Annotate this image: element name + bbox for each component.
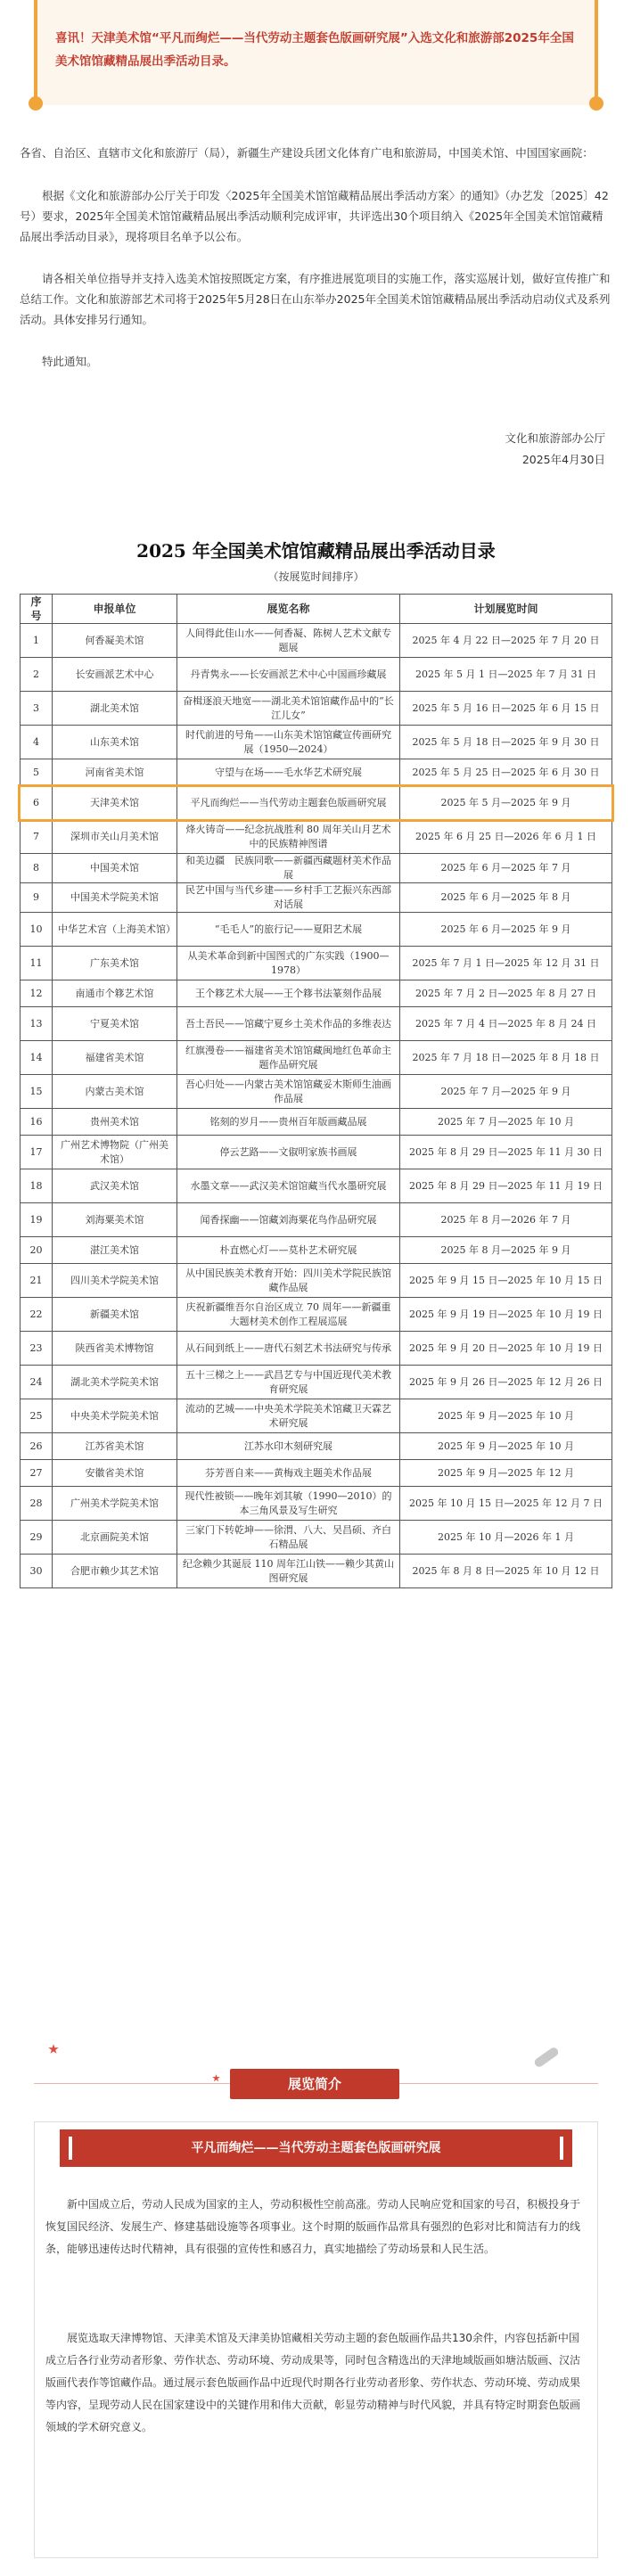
cell-exhibition: “毛毛人”的旅行记——夏阳艺术展	[177, 913, 400, 947]
cell-period: 2025 年 7 月 2 日—2025 年 8 月 27 日	[400, 980, 612, 1007]
notice-para1	[20, 185, 613, 247]
cell-unit: 中华艺术宫（上海美术馆）	[53, 913, 177, 947]
cell-unit: 湛江美术馆	[53, 1237, 177, 1264]
cell-unit: 安徽省美术馆	[53, 1460, 177, 1487]
table-row	[21, 1433, 612, 1460]
cell-exhibition: 民艺中国与当代乡建——乡村手工艺振兴东西部对话展	[177, 883, 400, 913]
cell-index: 6	[21, 786, 53, 820]
signature-org: 文化和旅游部办公厅	[505, 431, 605, 445]
cell-exhibition: 红旗漫卷——福建省美术馆馆藏闽地红色革命主题作品研究展	[177, 1041, 400, 1075]
table-row	[21, 913, 612, 947]
cell-index: 5	[21, 759, 53, 786]
cell-index: 15	[21, 1075, 53, 1109]
cell-exhibition: 平凡而绚烂——当代劳动主题套色版画研究展	[177, 786, 400, 820]
cell-period: 2025 年 5 月 1 日—2025 年 7 月 31 日	[400, 658, 612, 692]
cell-exhibition: 铭刻的岁月——贵州百年版画藏品展	[177, 1109, 400, 1136]
cell-unit: 武汉美术馆	[53, 1169, 177, 1203]
cell-index: 22	[21, 1298, 53, 1332]
cell-exhibition: 吾心归处——内蒙古美术馆馆藏妥木斯师生油画作品展	[177, 1075, 400, 1109]
cell-unit: 河南省美术馆	[53, 759, 177, 786]
cell-period: 2025 年 9 月 20 日—2025 年 10 月 19 日	[400, 1332, 612, 1366]
cell-exhibition: 从中国民族美术教育开始：四川美术学院民族馆藏作品展	[177, 1264, 400, 1298]
cell-unit: 北京画院美术馆	[53, 1521, 177, 1555]
cell-period: 2025 年 7 月—2025 年 10 月	[400, 1109, 612, 1136]
cell-unit: 刘海粟美术馆	[53, 1203, 177, 1237]
cell-exhibition: 时代前进的号角——山东美术馆馆藏宣传画研究展（1950—2024）	[177, 726, 400, 759]
table-row	[21, 1366, 612, 1399]
cell-unit: 广州艺术博物院（广州美术馆）	[53, 1136, 177, 1169]
cell-period: 2025 年 5 月 18 日—2025 年 9 月 30 日	[400, 726, 612, 759]
cell-exhibition: 奋楫逐浪天地宽——湖北美术馆馆藏作品中的“长江儿女”	[177, 692, 400, 726]
cell-index: 12	[21, 980, 53, 1007]
cell-period: 2025 年 9 月 19 日—2025 年 10 月 19 日	[400, 1298, 612, 1332]
table-row	[21, 854, 612, 883]
decor-dot-left	[29, 96, 43, 111]
header-unit: 申报单位	[53, 595, 177, 624]
cell-period: 2025 年 5 月—2025 年 9 月	[400, 786, 612, 820]
table-subtitle: （按展览时间排序）	[267, 570, 365, 583]
cell-index: 20	[21, 1237, 53, 1264]
cell-unit: 南通市个簃艺术馆	[53, 980, 177, 1007]
table-row	[21, 692, 612, 726]
cell-exhibition: 流动的艺城——中央美术学院美术馆藏卫天霖艺术研究展	[177, 1399, 400, 1433]
para1-text: 根据《文化和旅游部办公厅关于印发〈2025年全国美术馆馆藏精品展出季活动方案〉的通知》（办艺发〔2025〕42号）要求，2025年全国美术馆馆藏精品展出季活动顺利完成评审，共评选出30个项目纳入《2025年全国美术馆馆藏精品展出季活动目录》，现将项目名单予以公布。	[20, 189, 609, 243]
cell-period: 2025 年 8 月 29 日—2025 年 11 月 30 日	[400, 1136, 612, 1169]
header-period: 计划展览时间	[400, 595, 612, 624]
cell-index: 27	[21, 1460, 53, 1487]
cell-period: 2025 年 7 月—2025 年 9 月	[400, 1075, 612, 1109]
wrench-icon	[533, 2046, 560, 2068]
cell-period: 2025 年 4 月 22 日—2025 年 7 月 20 日	[400, 624, 612, 658]
table-row	[21, 1332, 612, 1366]
cell-index: 29	[21, 1521, 53, 1555]
cell-exhibition: 烽火铸奇——纪念抗战胜利 80 周年关山月艺术中的民族精神图谱	[177, 820, 400, 854]
cell-period: 2025 年 8 月—2025 年 9 月	[400, 1237, 612, 1264]
cell-exhibition: 庆祝新疆维吾尔自治区成立 70 周年——新疆重大题材美术创作工程展巡展	[177, 1298, 400, 1332]
salutation-text: 各省、自治区、直辖市文化和旅游厅（局），新疆生产建设兵团文化体育广电和旅游局，中国美术馆、中国国家画院：	[20, 146, 594, 160]
cell-index: 9	[21, 883, 53, 913]
cell-exhibition: 丹青隽永——长安画派艺术中心中国画珍藏展	[177, 658, 400, 692]
cell-unit: 陕西省美术博物馆	[53, 1332, 177, 1366]
table-row	[21, 786, 612, 820]
cell-index: 2	[21, 658, 53, 692]
cell-unit: 合肥市赖少其艺术馆	[53, 1555, 177, 1588]
table-row	[21, 1264, 612, 1298]
cell-index: 19	[21, 1203, 53, 1237]
cell-period: 2025 年 6 月—2025 年 8 月	[400, 883, 612, 913]
table-row	[21, 820, 612, 854]
table-row	[21, 1487, 612, 1521]
cell-period: 2025 年 6 月 25 日—2026 年 6 月 1 日	[400, 820, 612, 854]
table-row	[21, 883, 612, 913]
cell-unit: 天津美术馆	[53, 786, 177, 820]
notice-para3	[20, 351, 613, 372]
table-row	[21, 1109, 612, 1136]
cell-period: 2025 年 8 月—2026 年 7 月	[400, 1203, 612, 1237]
cell-unit: 湖北美术学院美术馆	[53, 1366, 177, 1399]
cell-exhibition: 守望与在场——毛水华艺术研究展	[177, 759, 400, 786]
cell-period: 2025 年 8 月 8 日—2025 年 10 月 12 日	[400, 1555, 612, 1588]
cell-exhibition: 从石间到纸上——唐代石刻艺术书法研究与传承	[177, 1332, 400, 1366]
article-para2: 展览选取天津博物馆、天津美术馆及天津美协馆藏相关劳动主题的套色版画作品共130余件，内容包括新中国成立后各行业劳动者形象、劳作状态、劳动环境、劳动成果等，同时包含精选出的天津地域版画如塘沽版画、汉沽版画代表作等馆藏作品。通过展示套色版画作品中近现代时期各行业劳动者形象、劳作状态、劳动环境、劳动成果等内容，呈现劳动人民在国家建设中的关键作用和伟大贡献，彰显劳动精神与时代风貌，并具有特定时期套色版画领域的学术研究意义。	[45, 2332, 581, 2433]
cell-index: 23	[21, 1332, 53, 1366]
cell-index: 11	[21, 947, 53, 980]
cell-index: 30	[21, 1555, 53, 1588]
cell-exhibition: 水墨文章——武汉美术馆馆藏当代水墨研究展	[177, 1169, 400, 1203]
cell-period: 2025 年 9 月 26 日—2025 年 12 月 26 日	[400, 1366, 612, 1399]
cell-index: 18	[21, 1169, 53, 1203]
banner-bar-left	[69, 2137, 72, 2160]
cell-index: 26	[21, 1433, 53, 1460]
cell-index: 17	[21, 1136, 53, 1169]
cell-unit: 内蒙古美术馆	[53, 1075, 177, 1109]
cell-exhibition: 停云艺路——文俶明家族书画展	[177, 1136, 400, 1169]
cell-index: 3	[21, 692, 53, 726]
cell-exhibition: 人间得此佳山水——何香凝、陈树人艺术文献专题展	[177, 624, 400, 658]
cell-period: 2025 年 7 月 1 日—2025 年 12 月 31 日	[400, 947, 612, 980]
table-row	[21, 1136, 612, 1169]
table-row	[21, 1007, 612, 1041]
cell-index: 7	[21, 820, 53, 854]
cell-index: 1	[21, 624, 53, 658]
article-card	[34, 2121, 598, 2558]
star-icon	[48, 2044, 59, 2055]
table-row	[21, 1555, 612, 1588]
table-row	[21, 947, 612, 980]
cell-index: 8	[21, 854, 53, 883]
cell-index: 4	[21, 726, 53, 759]
notice-salutation	[20, 143, 613, 163]
banner-bar-right	[560, 2137, 563, 2160]
cell-unit: 四川美术学院美术馆	[53, 1264, 177, 1298]
cell-exhibition: 现代性被锁——晚年刘其敏（1990—2010）的本三角风景及写生研究	[177, 1487, 400, 1521]
cell-period: 2025 年 8 月 29 日—2025 年 11 月 19 日	[400, 1169, 612, 1203]
announcement-box	[34, 0, 598, 105]
cell-exhibition: 五十三梯之上——武昌艺专与中国近现代美术教育研究展	[177, 1366, 400, 1399]
cell-unit: 湖北美术馆	[53, 692, 177, 726]
cell-index: 10	[21, 913, 53, 947]
cell-exhibition: 吾土吾民——馆藏宁夏乡土美术作品的多维表达	[177, 1007, 400, 1041]
table-row	[21, 1521, 612, 1555]
cell-exhibition: 闻香探幽——馆藏刘海粟花鸟作品研究展	[177, 1203, 400, 1237]
cell-period: 2025 年 9 月 15 日—2025 年 10 月 15 日	[400, 1264, 612, 1298]
cell-exhibition: 江苏水印木刻研究展	[177, 1433, 400, 1460]
cell-unit: 福建省美术馆	[53, 1041, 177, 1075]
header-index: 序号	[21, 595, 53, 624]
decor-dot-right	[589, 96, 603, 111]
cell-index: 13	[21, 1007, 53, 1041]
cell-unit: 何香凝美术馆	[53, 624, 177, 658]
table-row	[21, 1298, 612, 1332]
article-para1: 新中国成立后，劳动人民成为国家的主人，劳动积极性空前高涨。劳动人民响应党和国家的号召，积极投身于恢复国民经济、发展生产、修建基础设施等各项事业。这个时期的版画作品常具有强烈的色彩对比和简洁有力的线条，能够迅速传达时代精神，具有很强的宣传性和感召力，真实地描绘了劳动场景和人民生活。	[45, 2198, 581, 2255]
cell-period: 2025 年 5 月 25 日—2025 年 6 月 30 日	[400, 759, 612, 786]
table-row	[21, 1075, 612, 1109]
cell-unit: 中国美术学院美术馆	[53, 883, 177, 913]
cell-unit: 贵州美术馆	[53, 1109, 177, 1136]
table-row	[21, 1399, 612, 1433]
header-exhibition: 展览名称	[177, 595, 400, 624]
cell-period: 2025 年 9 月—2025 年 10 月	[400, 1399, 612, 1433]
cell-exhibition: 三家门下转乾坤——徐渭、八大、吴昌硕、齐白石精品展	[177, 1521, 400, 1555]
cell-period: 2025 年 6 月—2025 年 9 月	[400, 913, 612, 947]
para2-text: 请各相关单位指导并支持入选美术馆按照既定方案，有序推进展览项目的实施工作，落实巡展计划，做好宣传推广和总结工作。文化和旅游部艺术司将于2025年5月28日在山东举办2025年全国美术馆馆藏精品展出季活动启动仪式及系列活动。具体安排另行通知。	[20, 272, 611, 326]
signature-date: 2025年4月30日	[521, 453, 605, 466]
cell-period: 2025 年 9 月—2025 年 10 月	[400, 1433, 612, 1460]
cell-unit: 广州美术学院美术馆	[53, 1487, 177, 1521]
cell-unit: 宁夏美术馆	[53, 1007, 177, 1041]
table-title: 2025 年全国美术馆馆藏精品展出季活动目录	[136, 540, 496, 562]
cell-unit: 深圳市关山月美术馆	[53, 820, 177, 854]
cell-index: 21	[21, 1264, 53, 1298]
cell-period: 2025 年 5 月 16 日—2025 年 6 月 15 日	[400, 692, 612, 726]
cell-index: 24	[21, 1366, 53, 1399]
cell-exhibition: 和美边疆 民族同歌——新疆西藏题材美术作品展	[177, 854, 400, 883]
cell-index: 25	[21, 1399, 53, 1433]
cell-exhibition: 王个簃艺术大展——王个簃书法篆刻作品展	[177, 980, 400, 1007]
table-row	[21, 726, 612, 759]
cell-period: 2025 年 9 月—2025 年 12 月	[400, 1460, 612, 1487]
cell-unit: 中央美术学院美术馆	[53, 1399, 177, 1433]
table-row	[21, 1237, 612, 1264]
cell-period: 2025 年 6 月—2025 年 7 月	[400, 854, 612, 883]
table-row	[21, 759, 612, 786]
cell-exhibition: 纪念赖少其诞辰 110 周年江山铁——赖少其黄山图研究展	[177, 1555, 400, 1588]
cell-unit: 新疆美术馆	[53, 1298, 177, 1332]
intro-badge: 展览简介	[230, 2069, 399, 2099]
cell-exhibition: 从美术革命到新中国图式的广东实践（1900—1978）	[177, 947, 400, 980]
exhibition-table	[20, 594, 612, 1588]
table-row	[21, 1041, 612, 1075]
article-title-banner	[60, 2129, 572, 2167]
notice-para2	[20, 268, 613, 330]
cell-period: 2025 年 7 月 4 日—2025 年 8 月 24 日	[400, 1007, 612, 1041]
table-row	[21, 980, 612, 1007]
cell-period: 2025 年 10 月 15 日—2025 年 12 月 7 日	[400, 1487, 612, 1521]
table-header-row	[21, 595, 612, 624]
table-row	[21, 624, 612, 658]
cell-index: 14	[21, 1041, 53, 1075]
table-row	[21, 658, 612, 692]
star-icon	[212, 2074, 220, 2082]
para3-text: 特此通知。	[42, 355, 98, 368]
cell-period: 2025 年 10 月—2026 年 1 月	[400, 1521, 612, 1555]
cell-unit: 山东美术馆	[53, 726, 177, 759]
table-row	[21, 1460, 612, 1487]
cell-unit: 江苏省美术馆	[53, 1433, 177, 1460]
announcement-text: 喜讯！天津美术馆“平凡而绚烂——当代劳动主题套色版画研究展”入选文化和旅游部2025年全国美术馆馆藏精品展出季活动目录。	[55, 31, 574, 69]
cell-index: 16	[21, 1109, 53, 1136]
cell-exhibition: 芬芳晋自来——黄梅戏主题美术作品展	[177, 1460, 400, 1487]
cell-exhibition: 朴直燃心灯——莫朴艺术研究展	[177, 1237, 400, 1264]
table-row	[21, 1203, 612, 1237]
cell-index: 28	[21, 1487, 53, 1521]
cell-unit: 中国美术馆	[53, 854, 177, 883]
cell-unit: 长安画派艺术中心	[53, 658, 177, 692]
table-row	[21, 1169, 612, 1203]
cell-period: 2025 年 7 月 18 日—2025 年 8 月 18 日	[400, 1041, 612, 1075]
article-title: 平凡而绚烂——当代劳动主题套色版画研究展	[191, 2141, 441, 2155]
cell-unit: 广东美术馆	[53, 947, 177, 980]
